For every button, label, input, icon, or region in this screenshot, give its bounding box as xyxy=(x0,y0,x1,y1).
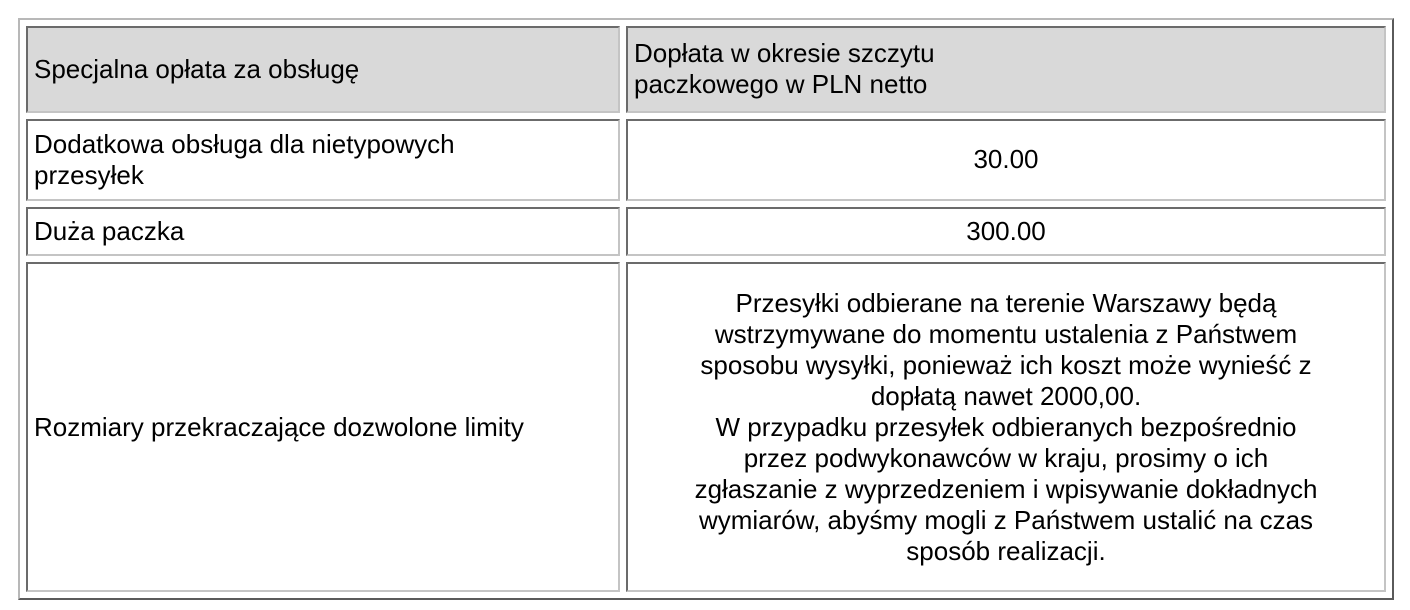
row-label-oversize-limits: Rozmiary przekraczające dozwolone limity xyxy=(26,262,620,592)
row-value-large-package: 300.00 xyxy=(626,207,1386,256)
table-row xyxy=(26,262,1386,592)
header-peak-surcharge: Dopłata w okresie szczytu paczkowego w PLN netto xyxy=(626,26,1386,113)
fee-table-frame xyxy=(18,18,1394,600)
row-label-nonstandard-handling: Dodatkowa obsługa dla nietypowych przesyłek xyxy=(26,119,620,201)
table-row xyxy=(26,119,1386,201)
row-value-oversize-limits: Przesyłki odbierane na terenie Warszawy będą wstrzymywane do momentu ustalenia z Państwem sposobu wysyłki, ponieważ ich koszt może wynieść z dopłatą nawet 2000,00. W przypadku przesyłek odbieranych bezpośrednio przez podwykonawców w kraju, prosimy o ich zgłaszanie z wyprzedzeniem i wpisywanie dokładnych wymiarów, abyśmy mogli z Państwem ustalić na czas sposób realizacji. xyxy=(626,262,1386,592)
row-label-large-package: Duża paczka xyxy=(26,207,620,256)
header-service-fee: Specjalna opłata za obsługę xyxy=(26,26,620,113)
row-value-nonstandard-handling: 30.00 xyxy=(626,119,1386,201)
table-row xyxy=(26,207,1386,256)
table-header-row xyxy=(26,26,1386,113)
surcharge-table xyxy=(20,20,1392,598)
